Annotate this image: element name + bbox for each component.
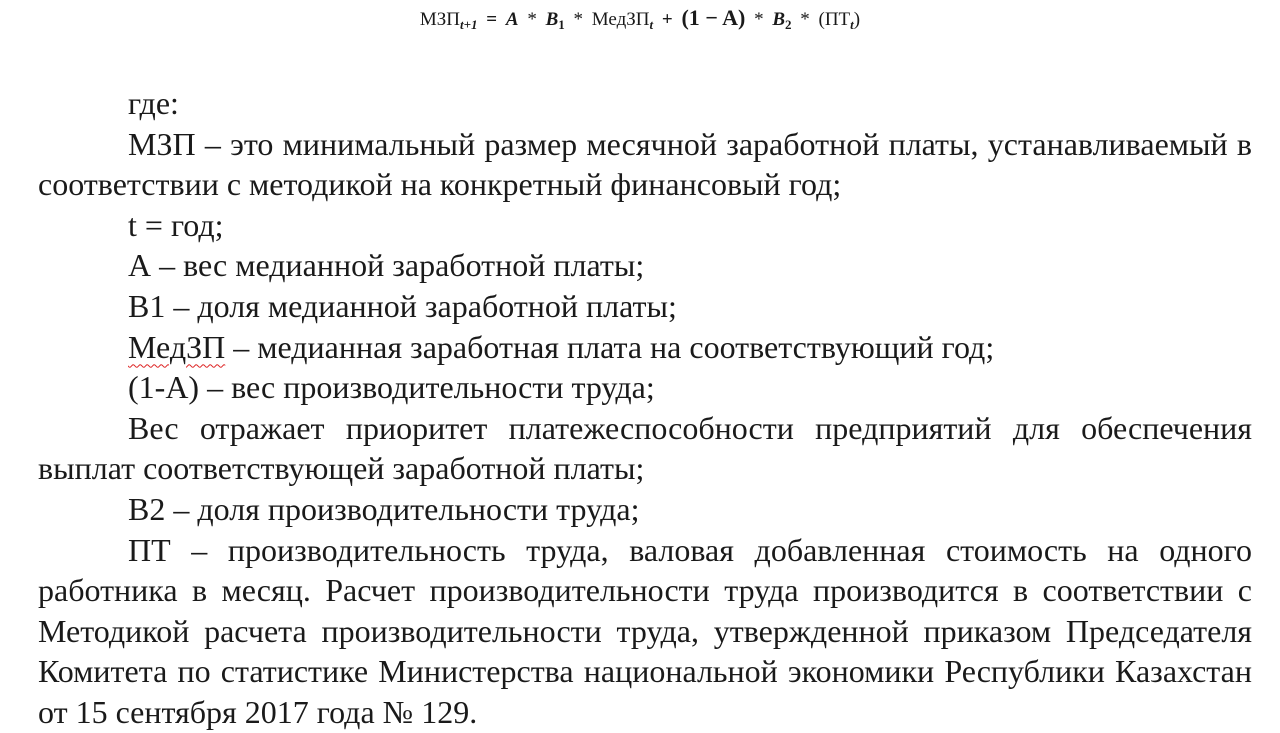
formula-medzp: МедЗП bbox=[591, 9, 650, 30]
formula-weight-expression: (1 − A) bbox=[681, 5, 746, 30]
formula-lhs: МЗП bbox=[419, 9, 461, 30]
formula-medzp-subscript: t bbox=[649, 17, 654, 32]
formula-b1-subscript: 1 bbox=[558, 17, 565, 32]
formula-equals: = bbox=[486, 9, 498, 30]
formula-mul-4: * bbox=[800, 9, 810, 30]
formula-b1: B bbox=[545, 9, 559, 30]
formula-mul-3: * bbox=[754, 9, 764, 30]
formula-mul-2: * bbox=[573, 9, 583, 30]
formula bbox=[0, 4, 1280, 34]
medzp-definition-rest: – медианная заработная плата на соответствующий год; bbox=[225, 328, 995, 365]
mzp-definition: МЗП – это минимальный размер месячной заработной платы, устанавливаемый в соответствии с методикой на конкретный финансовый год; bbox=[38, 125, 1252, 203]
t-definition: t = год; bbox=[128, 206, 224, 243]
medzp-definition bbox=[38, 327, 1252, 368]
definitions-text bbox=[38, 83, 1252, 733]
formula-pt-subscript: t bbox=[850, 17, 854, 32]
weight-note: Вес отражает приоритет платежеспособности предприятий для обеспечения выплат соответствующей заработной платы; bbox=[38, 409, 1252, 487]
b1-definition: В1 – доля медианной заработной платы; bbox=[128, 287, 677, 324]
formula-plus: + bbox=[661, 9, 673, 30]
formula-lhs-subscript: t+1 bbox=[460, 17, 478, 32]
a-definition: А – вес медианной заработной платы; bbox=[128, 247, 645, 284]
formula-pt-close: ) bbox=[853, 9, 861, 30]
formula-b2: B bbox=[772, 9, 785, 30]
medzp-term: МедЗП bbox=[128, 328, 226, 365]
formula-a: A bbox=[505, 9, 519, 30]
formula-pt-open: (ПТ bbox=[818, 9, 851, 30]
b2-definition: В2 – доля производительности труда; bbox=[128, 490, 640, 527]
one-minus-a-definition: (1-А) – вес производительности труда; bbox=[128, 369, 655, 406]
where-label: где: bbox=[128, 85, 179, 121]
formula-b2-subscript: 2 bbox=[785, 17, 792, 32]
pt-definition: ПТ – производительность труда, валовая добавленная стоимость на одного работника в месяц. Расчет производительности труда производится в соответствии с Методикой расчета производительности труда, утвержденной приказом Председателя Комитета по статистике Министерства национальной экономики Республики Казахстан от 15 сентября 2017 года № 129. bbox=[38, 531, 1252, 730]
formula-mul-1: * bbox=[527, 9, 537, 30]
